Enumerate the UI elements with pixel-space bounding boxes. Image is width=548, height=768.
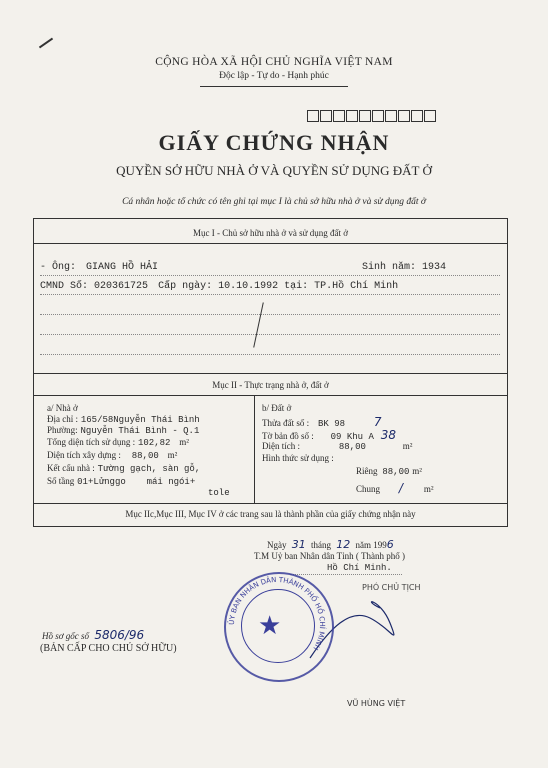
copy-note: (BẢN CẤP CHO CHỦ SỞ HỮU)	[40, 643, 177, 654]
date-month: 12	[336, 538, 351, 551]
house-ward-label: Phường:	[47, 425, 78, 435]
date-year-label: năm 199	[355, 540, 387, 550]
house-total-area-label: Tổng diện tích sử dụng :	[47, 437, 136, 447]
blank-dotline-1	[40, 314, 500, 315]
blank-dotline-3	[40, 354, 500, 355]
issue-date: 10.10.1992	[218, 281, 279, 292]
sign-date	[267, 538, 394, 551]
id-dotline	[40, 294, 500, 295]
motto: Độc lập - Tự do - Hạnh phúc	[219, 71, 329, 81]
section2-heading: Mục II - Thực trạng nhà ở, đất ở	[212, 380, 329, 390]
owner-dotline	[40, 275, 500, 276]
sign-title: PHÓ CHỦ TỊCH	[362, 583, 421, 592]
land-usage-label: Hình thức sử dụng :	[262, 453, 334, 463]
owner-prefix: - Ông:	[40, 262, 77, 273]
land-heading: b/ Đất ở	[262, 403, 292, 413]
signer-name: VŨ HÙNG VIỆT	[347, 699, 406, 708]
house-address: 165/58Nguyễn Thái Bình	[80, 415, 200, 425]
land-plot-line	[262, 415, 382, 429]
house-total-area-unit: m²	[179, 437, 189, 447]
land-shared-line	[356, 481, 434, 495]
house-ward: Nguyễn Thái Bình - Q.1	[80, 426, 200, 436]
svg-text:ỦY BAN NHÂN DÂN THÀNH PHỐ HỒ C	[226, 575, 327, 651]
date-year-digit: 6	[386, 538, 394, 551]
section1-divider	[33, 243, 508, 244]
certificate-subtitle: QUYỀN SỞ HỮU NHÀ Ở VÀ QUYỀN SỬ DỤNG ĐẤT Ở	[116, 163, 432, 178]
record-number: 5806/96	[94, 628, 145, 642]
birth-year: 1934	[422, 262, 447, 273]
land-private-label: Riêng	[356, 466, 378, 476]
seal-star-icon: ★	[258, 611, 282, 641]
house-built-area: 88,00	[131, 451, 159, 461]
land-shared: /	[398, 481, 403, 495]
record-label: Hồ sơ gốc số	[42, 631, 90, 641]
house-floors-label: Số tầng	[47, 476, 75, 486]
blank-dotline-2	[40, 334, 500, 335]
land-shared-label: Chung	[356, 484, 381, 494]
id-line	[40, 281, 398, 292]
land-map-handwritten: 38	[380, 428, 397, 442]
land-map-label: Tờ bản đồ số :	[262, 431, 314, 441]
id-number: 020361725	[94, 281, 149, 292]
house-structure-line	[47, 463, 200, 474]
land-plot-label: Thửa đất số :	[262, 418, 310, 428]
republic-heading: CỘNG HÒA XÃ HỘI CHỦ NGHĨA VIỆT NAM	[155, 56, 393, 68]
house-address-line	[47, 414, 200, 425]
house-floors: 01+Lửnggo	[77, 477, 126, 487]
date-month-label: tháng	[311, 540, 331, 550]
land-area-label: Diện tích :	[262, 441, 300, 451]
place-label: tại:	[284, 281, 309, 292]
intro-text: Cá nhân hoặc tổ chức có tên ghi tại mục I là chủ sở hữu nhà ở và sử dụng đất ở	[122, 197, 426, 207]
house-total-area-line	[47, 437, 189, 448]
footer-note: Mục IIc,Mục III, Mục IV ở các trang sau là thành phần của giấy chứng nhận này	[125, 509, 416, 519]
land-area: 88,00	[338, 442, 366, 452]
birth-label: Sinh năm:	[362, 262, 417, 273]
house-built-area-unit: m²	[167, 450, 178, 460]
land-plot: BK 98	[318, 419, 346, 429]
birth-line	[362, 262, 446, 273]
house-roof-2: tole	[208, 488, 230, 498]
house-built-area-label: Diện tích xây dựng :	[47, 450, 121, 460]
owner-name: GIANG HỒ HẢI	[86, 262, 159, 273]
id-label: CMND Số:	[40, 281, 89, 292]
land-area-line	[262, 441, 412, 452]
section2-top-divider	[33, 373, 508, 374]
issue-label: Cấp ngày:	[158, 281, 213, 292]
section2-divider	[33, 395, 508, 396]
date-day: 31	[291, 538, 306, 551]
date-prefix: Ngày	[267, 540, 287, 550]
sign-authority: T.M Uỷ ban Nhân dân Tỉnh ( Thành phố )	[254, 551, 405, 561]
house-ward-line	[47, 425, 199, 436]
land-map: 09 Khu A	[330, 432, 374, 442]
footer-note-divider	[33, 503, 508, 504]
land-area-unit: m²	[402, 441, 413, 451]
sign-city: Hồ Chí Minh.	[327, 563, 392, 573]
seal-text-ring	[224, 572, 330, 678]
house-heading: a/ Nhà ở	[47, 403, 78, 413]
house-structure: Tường gạch, sàn gỗ,	[97, 464, 201, 474]
house-address-label: Địa chỉ :	[47, 414, 78, 424]
house-total-area: 102,82	[138, 438, 171, 448]
land-private-unit: m²	[412, 466, 422, 476]
land-plot-handwritten: 7	[373, 415, 382, 429]
motto-underline	[200, 86, 348, 87]
section2-column-divider	[254, 395, 255, 503]
house-roof: mái ngói+	[146, 477, 196, 487]
land-private: 88,00	[382, 467, 410, 477]
certificate-title: GIẤY CHỨNG NHẬN	[158, 130, 390, 155]
serial-boxes	[307, 107, 437, 126]
house-built-area-line	[47, 450, 177, 461]
house-floors-line	[47, 476, 195, 487]
house-structure-label: Kết cấu nhà :	[47, 463, 95, 473]
land-map-line	[262, 428, 396, 442]
place: TP.Hồ Chí Minh	[314, 281, 399, 292]
land-private-line	[356, 466, 422, 477]
seal-text: ỦY BAN NHÂN DÂN THÀNH PHỐ HỒ CHÍ MINH	[227, 575, 327, 652]
section1-heading: Mục I - Chủ sở hữu nhà ở và sử dụng đất ở	[192, 228, 349, 238]
owner-line	[40, 262, 158, 273]
record-line	[42, 628, 144, 642]
land-shared-unit: m²	[423, 484, 434, 494]
